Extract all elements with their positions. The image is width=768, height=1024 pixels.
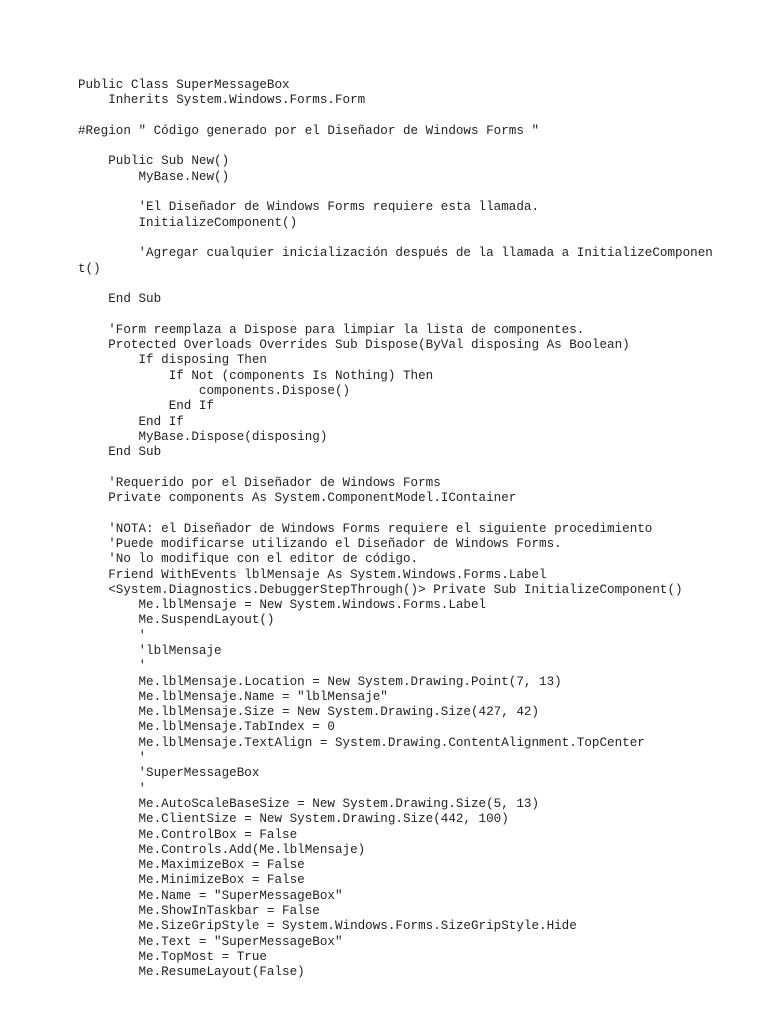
code-line: Me.Controls.Add(Me.lblMensaje) <box>78 842 366 857</box>
code-line: #Region " Código generado por el Diseñador de Windows Forms " <box>78 123 540 138</box>
code-line: ' <box>78 751 147 766</box>
code-line: MyBase.Dispose(disposing) <box>78 429 328 444</box>
code-line: Me.lblMensaje = New System.Windows.Forms.Label <box>78 598 487 613</box>
code-line: ' <box>78 659 147 674</box>
code-line: Me.ClientSize = New System.Drawing.Size(442, 100) <box>78 812 509 827</box>
code-line: Public Class SuperMessageBox <box>78 78 290 92</box>
code-line: 'Requerido por el Diseñador de Windows Forms <box>78 475 441 490</box>
code-line: ' <box>78 781 147 796</box>
code-line: 'Puede modificarse utilizando el Diseñador de Windows Forms. <box>78 536 562 551</box>
code-line: 'El Diseñador de Windows Forms requiere esta llamada. <box>78 200 540 215</box>
code-line: Me.Text = "SuperMessageBox" <box>78 934 343 949</box>
code-line: Me.lblMensaje.TextAlign = System.Drawing.ContentAlignment.TopCenter <box>78 735 645 750</box>
code-line: Me.lblMensaje.Name = "lblMensaje" <box>78 689 388 704</box>
code-line: Me.SizeGripStyle = System.Windows.Forms.SizeGripStyle.Hide <box>78 919 577 934</box>
code-line: Me.MinimizeBox = False <box>78 873 305 888</box>
code-block <box>78 78 758 981</box>
code-line: Me.ResumeLayout(False) <box>78 965 305 980</box>
code-line <box>78 231 758 246</box>
code-line: 'lblMensaje <box>78 643 222 658</box>
code-line <box>78 109 758 124</box>
code-line: End Sub <box>78 445 162 460</box>
code-line: Private components As System.ComponentModel.IContainer <box>78 491 517 506</box>
code-line: Friend WithEvents lblMensaje As System.Windows.Forms.Label <box>78 567 547 582</box>
code-line: t() <box>78 261 101 276</box>
code-line: End Sub <box>78 292 162 307</box>
code-line <box>78 307 758 322</box>
code-line <box>78 460 758 475</box>
code-line: End If <box>78 414 184 429</box>
code-line: ' <box>78 628 147 643</box>
code-line: Me.Name = "SuperMessageBox" <box>78 888 343 903</box>
code-line: MyBase.New() <box>78 169 230 184</box>
code-line: Me.lblMensaje.Location = New System.Drawing.Point(7, 13) <box>78 674 562 689</box>
code-line: If disposing Then <box>78 353 267 368</box>
code-line: <System.Diagnostics.DebuggerStepThrough()> Private Sub InitializeComponent() <box>78 582 683 597</box>
code-line <box>78 506 758 521</box>
code-line: Me.SuspendLayout() <box>78 613 275 628</box>
code-line: 'Form reemplaza a Dispose para limpiar la lista de componentes. <box>78 322 585 337</box>
code-line <box>78 185 758 200</box>
code-line <box>78 139 758 154</box>
code-line <box>78 277 758 292</box>
code-line: Me.ControlBox = False <box>78 827 298 842</box>
code-line: Public Sub New() <box>78 154 230 169</box>
code-line: If Not (components Is Nothing) Then <box>78 368 434 383</box>
code-line: components.Dispose() <box>78 383 351 398</box>
code-line: 'NOTA: el Diseñador de Windows Forms requiere el siguiente procedimiento <box>78 521 653 536</box>
code-line: Me.TopMost = True <box>78 949 267 964</box>
code-line: Me.lblMensaje.Size = New System.Drawing.Size(427, 42) <box>78 705 540 720</box>
code-line: 'No lo modifique con el editor de código. <box>78 552 419 567</box>
code-line: InitializeComponent() <box>78 215 298 230</box>
code-line: Me.MaximizeBox = False <box>78 858 305 873</box>
code-line: 'Agregar cualquier inicialización después de la llamada a InitializeComponen <box>78 246 713 261</box>
code-line: Me.AutoScaleBaseSize = New System.Drawing.Size(5, 13) <box>78 796 540 811</box>
code-line: 'SuperMessageBox <box>78 766 260 781</box>
code-line: Inherits System.Windows.Forms.Form <box>78 93 366 108</box>
code-line: Me.lblMensaje.TabIndex = 0 <box>78 720 335 735</box>
code-line: Me.ShowInTaskbar = False <box>78 904 320 919</box>
code-line: Protected Overloads Overrides Sub Dispose(ByVal disposing As Boolean) <box>78 338 630 353</box>
code-line: End If <box>78 399 215 414</box>
